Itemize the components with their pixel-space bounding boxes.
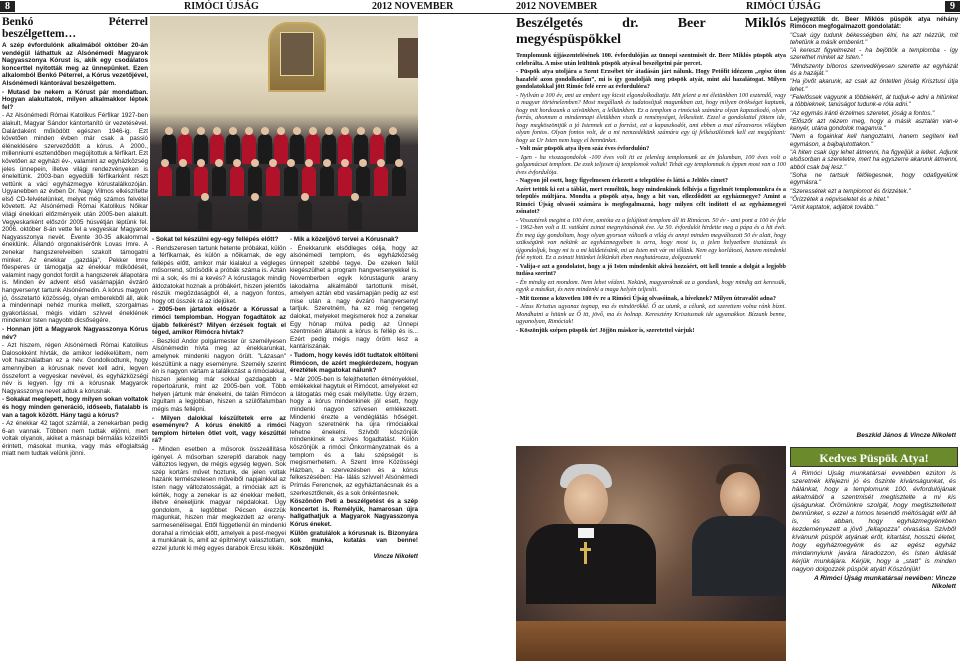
answer: - Már 2005-ben is felejthetetlen élményekkel, emlékekkel hagytuk el Rimócot, amelyeket ez a látogatás még csak mélyítette. Úgy érzem, hogy a kórus mindenkinek jól esett, hogy mindenki nagyon szívesen emlékezett. Mindenki érezte a vendéglátás hőségét. Nagyon szeretnénk ha újra rimóciakkal lehetne énekelni. Szívből köszönjük mindenkinek a szíves fogadtatást. Külön köszönjük a rimóci Önkormányzatnak és a templom és a falu szépségét is megismerhetem. A Szent Imre Közösségi Házban, a szervezésben és a kórus felkeszésében: Ha- lálás szívvel! Alsónémedi Prímás Ferencnek, az egyháztanácsnak és a szerkesztőknek, és a sok önkéntesnek. [290,375,418,497]
church-pew [516,621,786,661]
question: - Mutasd be nekem a Kórust pár mondatban. Hogyan alakultatok, milyen alkalmakkor léptek fel? [2,88,148,111]
question: - Mik a közeljövő tervei a Kórusnak? [290,236,399,243]
quote-item: "A hiten csak úgy lehet átmenni, ha figyeljük a lelket. Adjunk elsősorban a szeretetre, mert ha egyszerre akarunk átmenni, abból csak baj lesz." [790,149,958,171]
answer: - Énekkarunk elsődleges célja, hogy az alsónémedi templom, és egyházközség ünnepeit szebbé tegye. De ezeken felül kiegészülhet a program hangversenyekkel is. Novemberben egyik kórustagunk arany lakodalma alkalmából tartottunk misét, amelyen aztán ebd vasárnapján pedig az est mise után a nagy évzáró hangversenyt tartjuk. Szeretném, ha ez még rengeteg dalokat, melyeket megismerek hoz a zenekar Egy hónap múlva pedig az Ünnepi szentmisén általunk a kórus is fellép és is... Ezért pedig mégis nagy öröm lesz a kantáriszának. [290,244,418,351]
right-page [480,0,960,661]
question: - Mit üzenne a közvetlen 100 év re a Rimóci Újság olvasóinak, a híveknek? Milyen útravalót adna? [516,294,776,302]
interview-lead: Templomunk újjászentelésének 100. évfordulóján az ünnepi szentmisét dr. Beer Miklós püspök atya celebrálta. A mise után leültünk püspök atyával beszélgetni pár percet. [516,52,786,67]
quotes-sidebar [790,16,958,244]
question: - 2005-ben jártatok először a Kórussal a rimóci templomban. Hogyan fogadtátok az újabb felkérést? Milyen érzések fogtak el téged, amikor Rimócra hívtak? [152,306,286,337]
quotes-sidebar-title: Lejegyeztük dr. Beer Miklós püspök atya néhány Rimócon megfogalmazott gondolatát: [790,16,958,31]
answer: Azért tettük ki ezt a táblát, mert reméltük, hogy mindenkinek felhívja a figyelmét templomunkra és a település múltjára. Mondta a püspök atya, hogy a hit van, ellezdődött az egyházmegye? Amint a Rimóci Újság olvasói számára is megfogalmazná, hogy milyen célt indított el az egyházmegyei zsinatot? [516,185,786,215]
quote-item: "A kereszt figyelmezet - ha bejöttök a templomba - így szerethet minket az Isten." [790,47,958,62]
quote-item: "Előszőr azt nézem meg, hogy a másik asztalán van-e kenyér, utána gondolok magamra." [790,117,958,133]
closing-remark: Külön gratulálok a kórusnak is. Bizonyára sok munka, kutatás van benne! Köszönjük! [290,529,418,552]
question: - Valija-e azt a gondolatot, hogy a jó Isten mindenkit akivá hozzáért, ott kell tennie a dolgát a legjobb tudása szerint? [516,262,786,277]
hymn-board [398,38,418,78]
answer: - Az énekkar 42 tagot számlál, a zenekarban pedig 6-an vannak. Többen nem tudtak eljönni, mert voltak olyanok, akiket a másnapi bérmálás közelítői érintett, másokat munka, vagy más elfoglaltság miatt nem tudtak velünk jönni. [2,420,148,458]
article-signature: Vincze Nikolett [373,553,418,561]
quote-item: "Mindszenty bíboros szenvedélyesen szerette az egyházát és a hazáját." [790,62,958,78]
right-paper-name: RIMÓCI ÚJSÁG [746,1,821,12]
quote-item: "Az egymás iránti érzelmes szeretet, jóság a fontos." [790,109,935,117]
question: - Nagyon jól esett, hogy figyelmesen érkezett a települése és láttá a Jelölés címet? [516,177,729,184]
right-page-number: 9 [945,1,960,12]
greeting-signature: A Rimóci Újság munkatársai nevében: Vincze Nikolett [813,575,956,590]
left-page-header [0,0,480,14]
closing-remark: Köszönöm Peti a beszélgetést és a szép koncertet is. Remélyük, hamarosan újra hallgathatjuk a Magyarok Nagyasszonya Kórus éneket. [290,498,418,528]
answer: - Rendszeresen tartunk hetente próbákat, külön a férfikarnak, és külön a nőikarnak, de egy fellépés előtt, amikor már kialakul a végleges műsorrend, sűrűsödik a próbák száma is. Aztán mi a sok, és mi a kevés? A kórustagok mindig áldozatokat hoznak a próbákért, hiszen jelentős részük megözdaságból él, a nagyon fontos, hogy ott üsszék rá az idejüket. [152,244,286,305]
quote-item: "Csak úgy tudunk békességben élni, ha azt nézzük, mit tehetünk a másik emberért." [790,31,958,46]
quote-item: "Felelőssek vagyunk a többiekért, át tudjuk-e adni a hitünket a többieknek, tanúságot tudunk-e róla adni." [790,93,958,109]
answer: - Én mindig ezt mondom. Nem lehet védeni. Nekünk, magyaroknak az a gondunk, hogy mindig azt keressük, egyik a másikat, és nem mindenki a maga helyén teljesíti. [516,278,786,293]
closing-remark: - Köszönjük szépen püspök úr! Jöjjön máskor is, szeretettel várjuk! [516,326,695,334]
answer: - Minden esetben a műsorok összeállítása igényel. A műsorban szereplő darabok nagy változtos legyen, de mégis egység legyen. Sok szép kortárs művet hoztunk, de jelen voltak hazánk természetesen műveiből napjainkkal az Isten nagy változatosságát, a rimóciak azt is kérték, hogy a zenekar is az énekkar mellett, illetve énekeljünk magyar népdalokat. Úgy gondolom, a legtöbbet Pécsen érezzük magunkat, hiszen már megkezdett az ereny-sarmesenélisegal. Ettől függetlenül én mindenki dorahal a rimóciak előtt, amelyek a pest-megyei a munkának is, amit az építményt valasztottam, ezzel jutunk ki még egyes darabok Ercsu kikék. [152,446,286,552]
left-paper-name: RIMÓCI ÚJSÁG [184,1,259,12]
quote-item: "Ha jövőt akarunk, az csak az öntetlen jóság Krisztusi útja lehet." [790,78,958,93]
quote-item: "Amit kaptatok, adjátok tovább." [790,204,878,212]
answer: - Az Alsónémedi Római Katolikus Férfikar 1927-ben alakult, Magyar Sándor kántortanító úr vezetésével. Dalárdaként működött egészen 1946-ig. Ezt követően minden évben már csak a passió éléneklésére szerveződött a kórus. A 2000., millenniumi esztendőben megújítottuk a férfikart. Ezt követően az egyházi év-, valamint az egyházközség jeles ünnepein, illetve világi rendezvényeken is éneleltünk. 2003-ban egyedülli férfikarként részt vettünk a váci egyházmegye kórustalálkozóján. Ugyanebben az évben Dr. Nagy Vilmos elkészítette első CD-felvételünket, melyet még számos felvétel követett. Az Alsónémedi Római Katolikus Nőikar világi énekkari előzményeik után 2005-ben alakult. Vegyeskarként először 2005 húsvétján léptünk fel. 2006. október 8-án vette fel a vegyeskar Magyarok Nagyasszonya nevét. Évente 30-35 alkalommal éneklünk. Állandó orgonakísérőnk Lovas Imre. A zenekar hangszerelveiben szakolt támogatni minket. Az énekkar „gazdája”, Pekker Imre főesperes úr támogatja az énekkar működését, valamint nagy gondot fordít a hangszerek állapotára is. Minden év advent első vasárnapján évzáró hangversenyt tartunk Alsónémedin. A kórus magyon jó, összetartó közösség, olyan emberekből áll, akik a mindennapi nehéz munka mellett, szorgalmas gyakorlással, mégis vidám szívvel éneklének mindenkor Isten nagyobb dicsőségére. [2,112,148,325]
bishop-interview-photo [516,446,786,661]
question: - Volt már püspök atya ilyen száz éves évfordulón? [516,145,650,152]
left-issue-date: 2012 NOVEMBER [372,1,454,12]
question: - Tudom, hogy kevés időt tudtatok eltölteni Rimócon, de azért megkérdezem, hogyan éreztétek magatokat nálunk? [290,351,418,375]
quote-item: "Soha ne tartsuk félőlegesnek, hogy odafigyelünk egymásra." [790,171,958,187]
question: - Sokat tel készülni egy-egy fellépés előtt? [152,236,279,243]
right-page-header [480,0,960,14]
pectoral-cross-icon [580,542,590,564]
answer: - Azt hiszem, régen Alsónémedi Római Katolikus Dalosokként hívták, de amikor ledékelültem, nem volt használatban ez a név. Gondolkodtunk, hogy amennyiben a kórusnak nevet kell adni, legyen összeforrt a vegyeskar nevével, és egyházközségi név is legyen. Így mi a kórusnak Magyarok Nagyasszonya nevet adtuk a kórusnak. [2,342,148,395]
left-column-1 [2,16,148,661]
choir-photo [150,16,418,232]
answer: - Jézus Krisztus ugyanaz tegnap, ma és mindörökké. Ő az utunk, a célunk, ezt szerettem volna ránk bízni. Mondhatni a hitünk az Ő itt, jövő, ma és holnap. Keresztény Krisztusnak ide ugyanakkor. Bízzunk benne, ugyanolyan, Rimóciak! [516,303,786,325]
question: - Sokakat meglepett, hogy milyen sokan voltatok és hogy minden generáció, időseeb, fiatalabb is van a tagok között. Hány tagú a kórus? [2,396,148,419]
right-issue-date: 2012 NOVEMBER [516,1,598,12]
article-lead: A szép évfordulónk alkalmából október 20-án vendégül láthattuk az Alsónémedi Magyarok Nagyasszonya Kórust is, akik egy csodálatos koncerttel nyitották meg az ünnepünket. Ezen alkalomból Benkó Péterrel, a Kórus vezetőjével, Alsónémedi kántorával beszélgettem. [2,42,148,87]
left-page-number: 8 [0,1,15,12]
interview-title: Beszélgetés dr. Beer Miklós megyéspüspökkel [516,16,786,47]
left-column-2 [152,236,286,661]
quote-item: "Őrizzétek a népviseletet és a hitet." [790,195,889,203]
answer: - Igen - ha visszagondolok -100 éves volt itt ez jelenleg templomunk az én falumban, 100 éves volt a galgamácsai templom. De ezek teljesen új templomok voltak! Tehát egy templomnak is éppen most van a 100 éves évfordulója. [516,153,786,176]
greeting-body: A Rimóci Újság munkatársai evvebben ezúton is szeretnék kifejezni jó és őszinte kívánságunkat, és hálánkat, hogy a templomunk 100. évfordulójának alkalmából a szentmisét megtisztelte a mi kis újságunkat. Örömünkre szolgál, hogy megtiszteltetett bennünket, s ezzel a tomos tesendő méltóságát előt áll is, és abban, hogy egyházmegyénkben kezdeményezett a jövő „fellapozza” olvasása. Szívből kívánunk püspök atyának erőt, kitartást, hosszú életet, hogy egyházmegyénk és az egész egyház mindannyiunk javára fáradozzon, és Isten áldását kérjük munkájára. Kérjük, hogy a „statt” is minden nagyon dolgozzék püspök atyát! Köszönjük! [792,470,956,573]
question: - Honnan jött a Magyarok Nagyasszonya Kórus név? [2,325,148,341]
greeting-box [792,470,956,660]
question: - Milyen dalokkal készültetek erre az eseményre? A kórus énekitő a rimóci templom hírtelen ötlet volt, vagy készültél rá? [152,414,286,445]
left-column-3 [290,236,418,661]
altar-image [268,22,326,92]
interview-column [516,16,786,441]
interview-signature: Beszkid János & Vincze Nikolett [856,432,956,439]
quote-item: "Nem a fogainkat kell hangoztatni, hanem segíteni kell egymáson, a bajbajutottakon." [790,133,958,148]
article-title: Benkó Péterrel beszélgettem… [2,16,148,40]
question: - Püspök atya utoljára a Szent Erzsébet tér átadásán járt nálunk. Hogy Petőfit idézzem „egész úton hazafelé azon gondolkodám”, mi is így gondolják meg püspök atyát, mint aki hazalátogat. Milyen gondolatokkal jött Rimóc felé erre az évfordulóra? [516,68,786,90]
greeting-title: Kedves Püspök Atya! [790,447,958,467]
answer: - Visszatérek megint a 100 évre, amióta ez a felújított templom áll itt Rimócon. 50 év - ami pont a 100 év fele - 1962-ben volt a II. vatikáni zsinat megnyitásának éve. Az 50. évfordulót hirdette meg a pápa és a hit évét. Én meg úgy gondoltam, hogy olyan gyorsan változik a világ és annyi minden megváltozott 50 év alatt, hogy szükségünk van nekünk az egyházmegyében is arra, hogy most is, a jelen helyzetben tisztázzuk és újgondoljuk, hogy mi is a mi küldetésünk, mi az Isten mit vár mi tőlünk. Nem egy korlátozó, hanem mindenki felé nyitott. Ez a zsinati hitünket lelkünkét ében meghatározza, dolgozzunk! [516,216,786,261]
quote-item: "Szeressétek ezt a templomot és őrizzétek." [790,187,911,195]
answer: - Beszkid Andor polgármester úr személyesen Alsónémedin hívta meg az énekkarunkat, amelynek mindenki nagyon örült. "Lázasan" készültünk a nagy eseményre. Személy szerint én is nagyon vártam a találkozást a rimóciakkal, hiszen jelenleg már sokkal gazdagabb a repertoárunk, mint az 2005-ben volt. Több helyen jártunk már énekelni, de talán Rimócon izgultam a legjobban, hiszen a szülőfalumban mégis más fellépni. [152,337,286,414]
answer: - Nyilván a 100 év, ami az embert egy kicsit elgondolkodtatja. Mit jelent a mi életünkben 100 esztendő, vagy a magyar történelemben? Most megállunk és tudatosítjuk magunkban azt, hogy milyen örökséget kaptunk, hogy mit hordozunk a szívünkben, a lelkünkben. Ez a templom a rimóciak számára olyan kapaszkodó, olyan forrás, ahonnan a mindennapi életükben viszik a reménységet, lelkesített. Ezzel a gondolattal jöttem ide, hogy megköszöntjük a jó Istennek ezt a forrást, ezt a kapaszkodót, ami ebben a mai zűrzavaros világban olyan fontos. Olyan fontos volt, de a mi nemzedékünk számára egy új felkészülésnek kell ezt megújítani: hogy az Ur Isten nem hagy el bennünket. [516,91,786,144]
